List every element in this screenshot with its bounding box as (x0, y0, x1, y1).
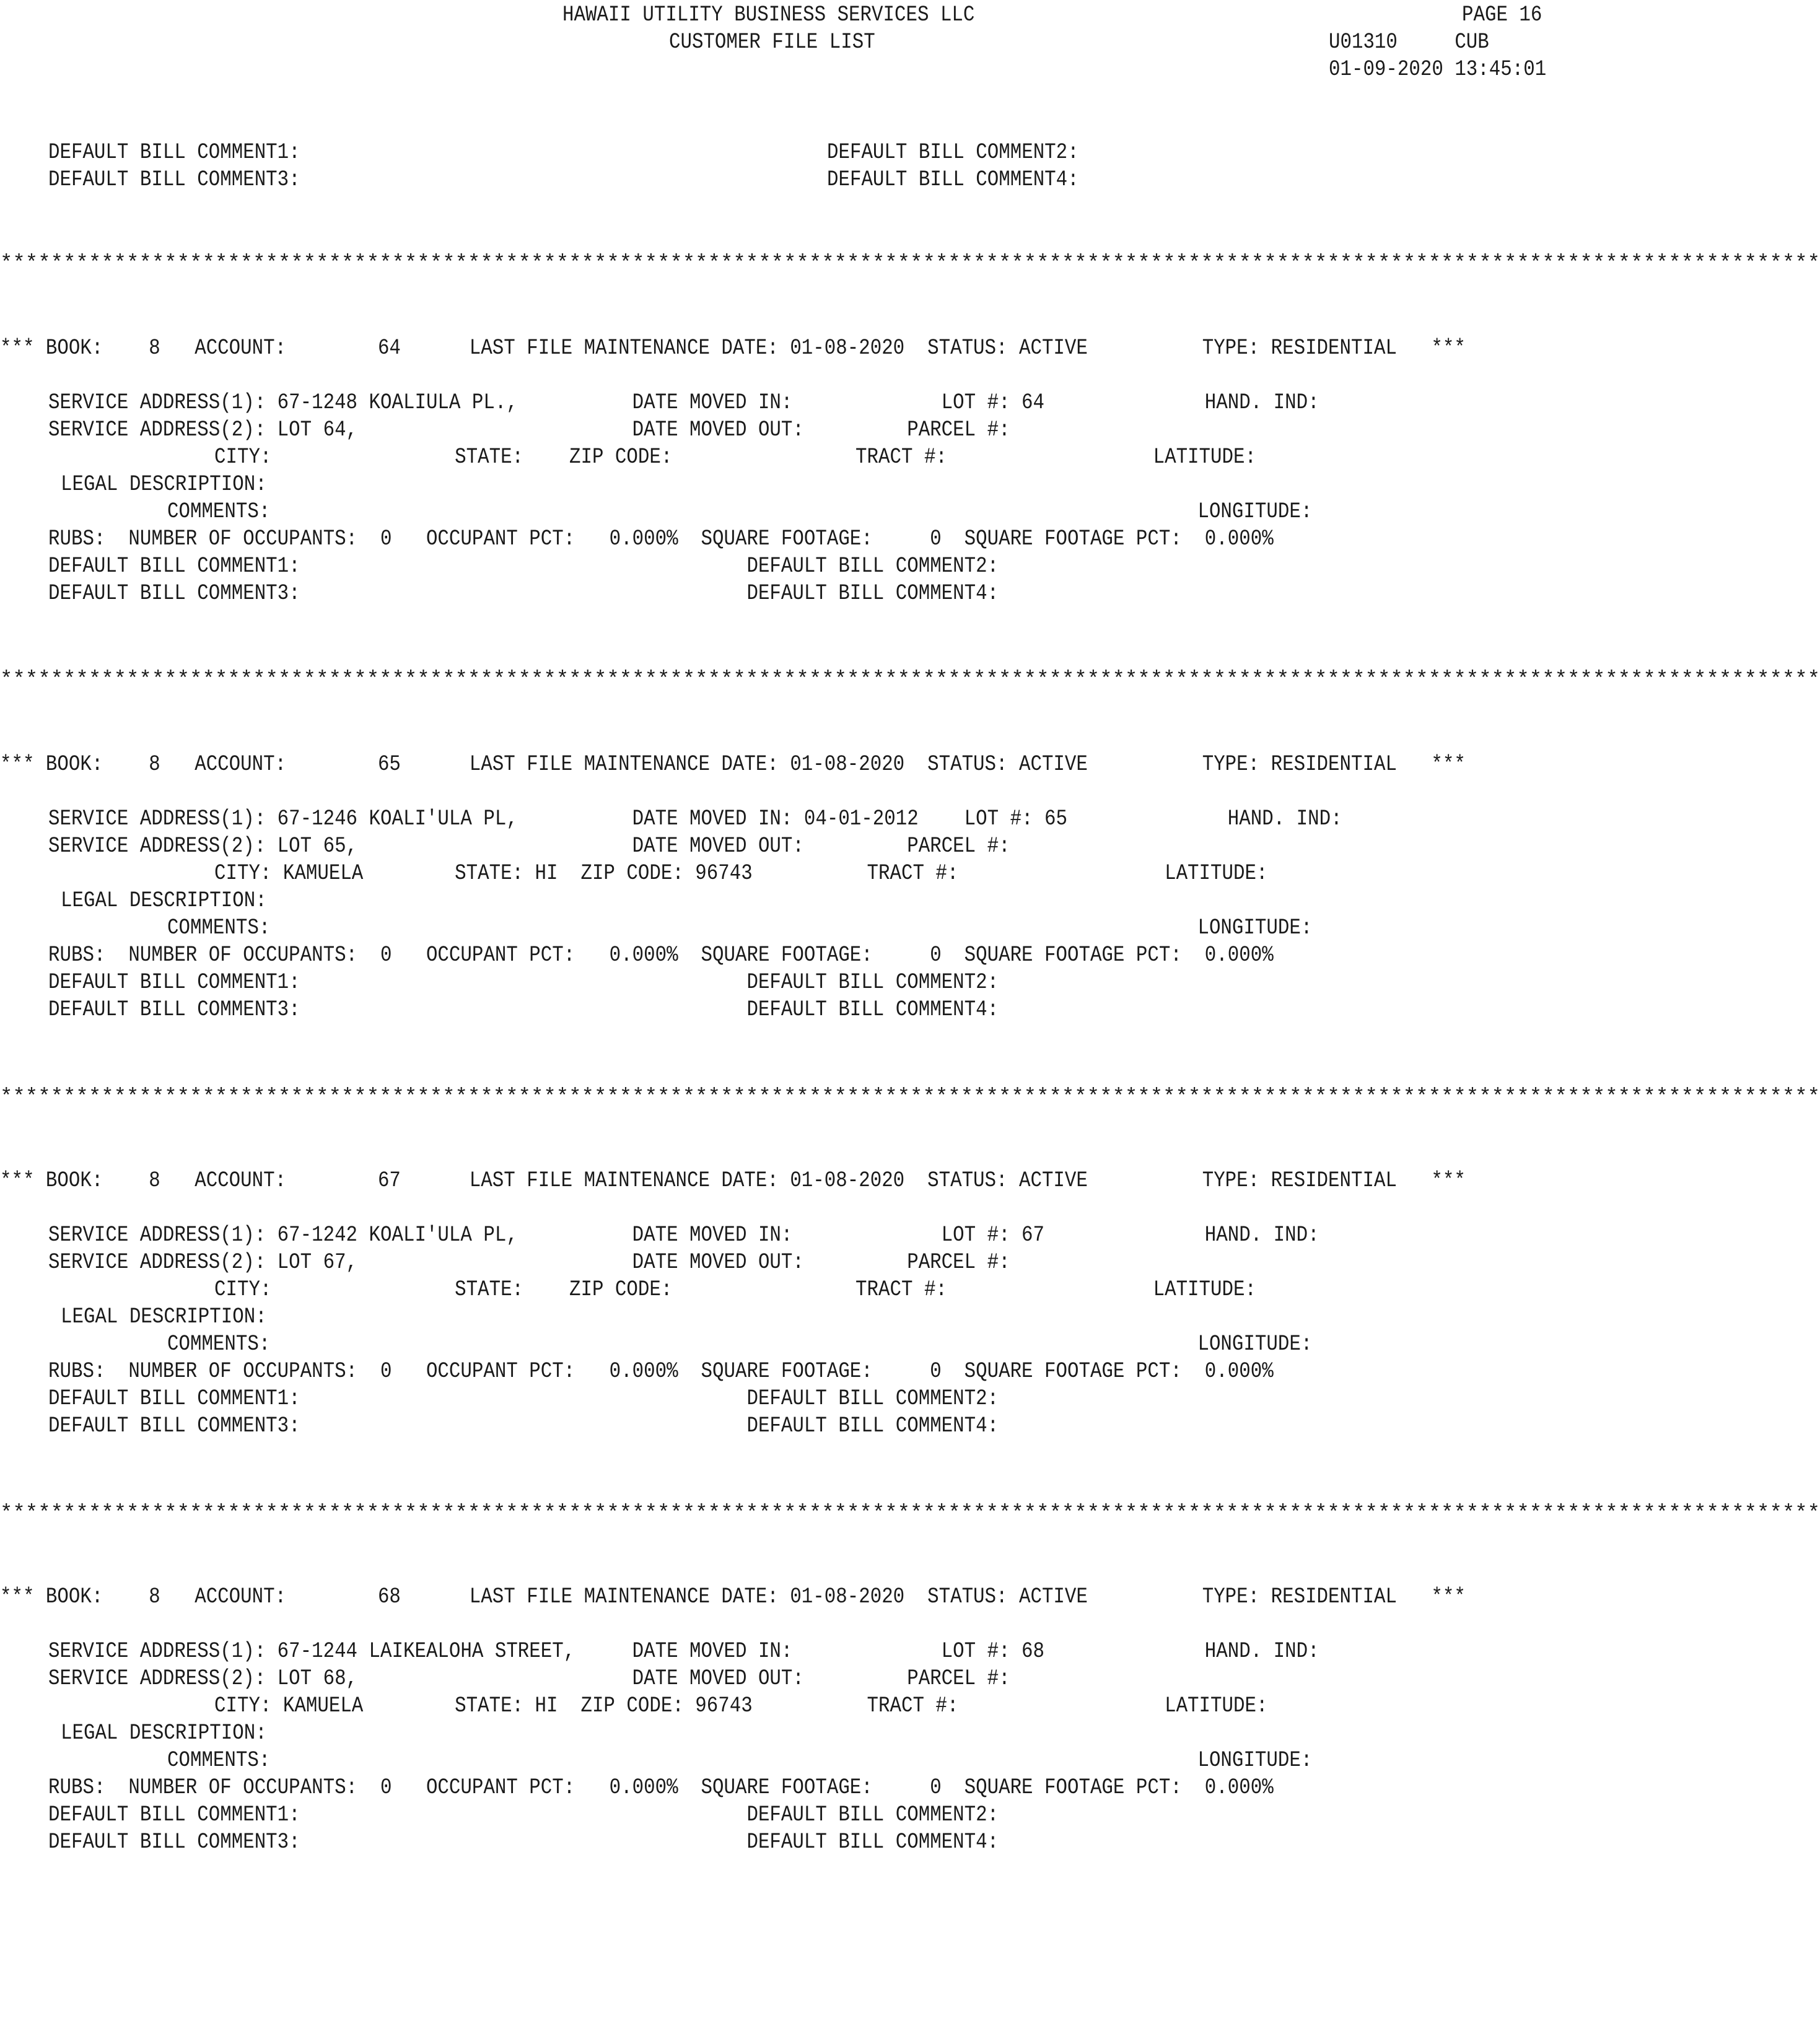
comments-line: COMMENTS: LONGITUDE: (167, 499, 1313, 524)
carryover-comment4: DEFAULT BILL COMMENT4: (827, 167, 1079, 192)
city-state-zip: CITY: KAMUELA STATE: HI ZIP CODE: 96743 TRACT #: LATITUDE: (214, 1693, 1268, 1718)
service-address-2: SERVICE ADDRESS(2): LOT 67, DATE MOVED OUT: PARCEL #: (48, 1250, 1010, 1275)
comments-line: COMMENTS: LONGITUDE: (167, 915, 1313, 940)
service-address-2: SERVICE ADDRESS(2): LOT 68, DATE MOVED OUT: PARCEL #: (48, 1666, 1010, 1691)
legal-description: LEGAL DESCRIPTION: (61, 1304, 267, 1329)
record-title: *** BOOK: 8 ACCOUNT: 68 LAST FILE MAINTENANCE DATE: 01-08-2020 STATUS: ACTIVE TYPE: RESIDENTIAL *** (0, 1584, 1466, 1609)
report-title: CUSTOMER FILE LIST (669, 30, 875, 55)
legal-description: LEGAL DESCRIPTION: (61, 472, 267, 497)
default-bill-comments-1-2: DEFAULT BILL COMMENT1: DEFAULT BILL COMMENT2: (48, 1386, 999, 1411)
legal-description: LEGAL DESCRIPTION: (61, 888, 267, 913)
service-address-2: SERVICE ADDRESS(2): LOT 65, DATE MOVED OUT: PARCEL #: (48, 834, 1010, 858)
default-bill-comments-3-4: DEFAULT BILL COMMENT3: DEFAULT BILL COMMENT4: (48, 581, 999, 606)
rubs-line: RUBS: NUMBER OF OCCUPANTS: 0 OCCUPANT PCT: 0.000% SQUARE FOOTAGE: 0 SQUARE FOOTAGE PCT: 0.000% (48, 1775, 1274, 1800)
legal-description: LEGAL DESCRIPTION: (61, 1721, 267, 1745)
record-separator: ************************************************************************************************************************************************ (0, 252, 1820, 276)
company-name: HAWAII UTILITY BUSINESS SERVICES LLC (562, 2, 975, 27)
record-title: *** BOOK: 8 ACCOUNT: 67 LAST FILE MAINTENANCE DATE: 01-08-2020 STATUS: ACTIVE TYPE: RESIDENTIAL *** (0, 1168, 1466, 1193)
service-address-2: SERVICE ADDRESS(2): LOT 64, DATE MOVED OUT: PARCEL #: (48, 417, 1010, 442)
city-state-zip: CITY: STATE: ZIP CODE: TRACT #: LATITUDE: (214, 1277, 1256, 1302)
default-bill-comments-3-4: DEFAULT BILL COMMENT3: DEFAULT BILL COMMENT4: (48, 997, 999, 1022)
service-address-1: SERVICE ADDRESS(1): 67-1244 LAIKEALOHA STREET, DATE MOVED IN: LOT #: 68 HAND. IND: (48, 1639, 1319, 1664)
carryover-comment2: DEFAULT BILL COMMENT2: (827, 140, 1079, 165)
service-address-1: SERVICE ADDRESS(1): 67-1242 KOALI'ULA PL, DATE MOVED IN: LOT #: 67 HAND. IND: (48, 1223, 1319, 1247)
default-bill-comments-3-4: DEFAULT BILL COMMENT3: DEFAULT BILL COMMENT4: (48, 1413, 999, 1438)
carryover-comment3: DEFAULT BILL COMMENT3: (48, 167, 300, 192)
service-address-1: SERVICE ADDRESS(1): 67-1246 KOALI'ULA PL, DATE MOVED IN: 04-01-2012 LOT #: 65 HAND. IND: (48, 806, 1342, 831)
carryover-comment1: DEFAULT BILL COMMENT1: (48, 140, 300, 165)
rubs-line: RUBS: NUMBER OF OCCUPANTS: 0 OCCUPANT PCT: 0.000% SQUARE FOOTAGE: 0 SQUARE FOOTAGE PCT: 0.000% (48, 1359, 1274, 1384)
rubs-line: RUBS: NUMBER OF OCCUPANTS: 0 OCCUPANT PCT: 0.000% SQUARE FOOTAGE: 0 SQUARE FOOTAGE PCT: 0.000% (48, 526, 1274, 551)
default-bill-comments-3-4: DEFAULT BILL COMMENT3: DEFAULT BILL COMMENT4: (48, 1830, 999, 1854)
page-number: PAGE 16 (1462, 2, 1542, 27)
record-title: *** BOOK: 8 ACCOUNT: 65 LAST FILE MAINTENANCE DATE: 01-08-2020 STATUS: ACTIVE TYPE: RESIDENTIAL *** (0, 752, 1466, 777)
default-bill-comments-1-2: DEFAULT BILL COMMENT1: DEFAULT BILL COMMENT2: (48, 1802, 999, 1827)
record-separator: ************************************************************************************************************************************************ (0, 1086, 1820, 1109)
city-state-zip: CITY: STATE: ZIP CODE: TRACT #: LATITUDE: (214, 445, 1256, 470)
report-datetime: 01-09-2020 13:45:01 (1329, 57, 1547, 82)
default-bill-comments-1-2: DEFAULT BILL COMMENT1: DEFAULT BILL COMMENT2: (48, 554, 999, 579)
rubs-line: RUBS: NUMBER OF OCCUPANTS: 0 OCCUPANT PCT: 0.000% SQUARE FOOTAGE: 0 SQUARE FOOTAGE PCT: 0.000% (48, 943, 1274, 967)
service-address-1: SERVICE ADDRESS(1): 67-1248 KOALIULA PL., DATE MOVED IN: LOT #: 64 HAND. IND: (48, 390, 1319, 415)
city-state-zip: CITY: KAMUELA STATE: HI ZIP CODE: 96743 TRACT #: LATITUDE: (214, 861, 1268, 886)
record-separator: ************************************************************************************************************************************************ (0, 668, 1820, 692)
record-separator: ************************************************************************************************************************************************ (0, 1502, 1820, 1526)
record-title: *** BOOK: 8 ACCOUNT: 64 LAST FILE MAINTENANCE DATE: 01-08-2020 STATUS: ACTIVE TYPE: RESIDENTIAL *** (0, 336, 1466, 360)
comments-line: COMMENTS: LONGITUDE: (167, 1332, 1313, 1356)
report-code: U01310 CUB (1329, 30, 1489, 55)
comments-line: COMMENTS: LONGITUDE: (167, 1748, 1313, 1773)
default-bill-comments-1-2: DEFAULT BILL COMMENT1: DEFAULT BILL COMMENT2: (48, 970, 999, 995)
